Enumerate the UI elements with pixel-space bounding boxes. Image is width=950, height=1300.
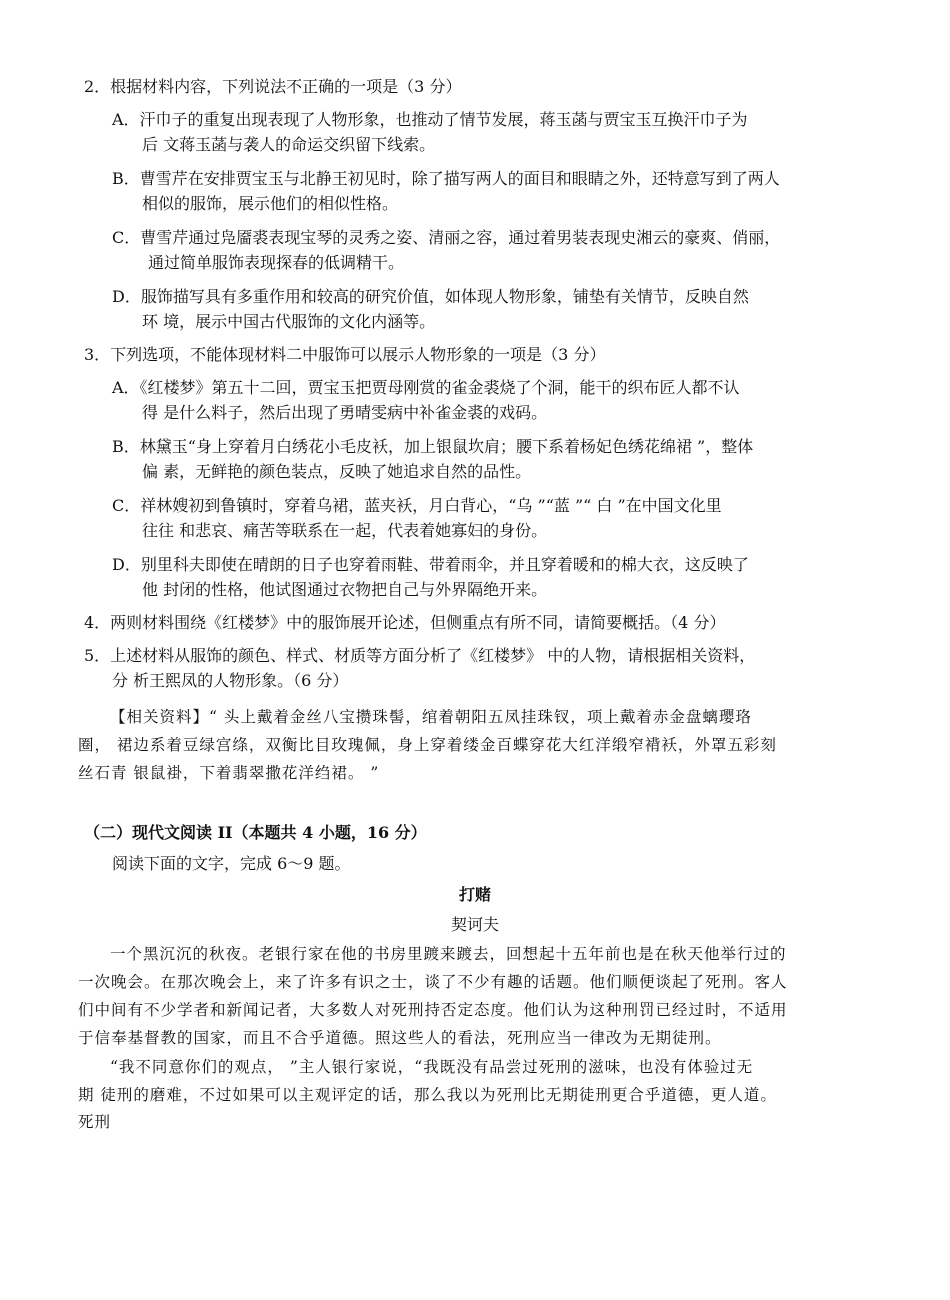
question-2-option-b-cont: 相似的服饰，展示他们的相似性格。 [142,194,399,213]
question-3-option-d: D．别里科夫即使在晴朗的日子也穿着雨鞋、带着雨伞，并且穿着暖和的棉大衣，这反映了 [112,555,749,574]
story-author: 契诃夫 [450,915,499,934]
story-paragraph-1-line-4: 于信奉基督教的国家，而且不合乎道德。照这些人的看法，死刑应当一律改为无期徒刑。 [78,1029,722,1047]
question-2-stem: 2．根据材料内容，下列说法不正确的一项是（3 分） [84,77,462,96]
story-paragraph-2-line-2: 期 徒刑的磨难，不过如果可以主观评定的话，那么我以为死刑比无期徒刑更合乎道德，更人道。 [78,1086,777,1104]
story-paragraph-2-line-1: “我不同意你们的观点， ”主人银行家说，“我既没有品尝过死刑的滋味，也没有体验过无 [110,1058,754,1076]
question-3-option-c: C．祥林嫂初到鲁镇时，穿着乌裙，蓝夹袄，月白背心，“乌 ”“蓝 ”“ 白 ”在中国文化里 [112,496,722,515]
question-3-option-a: A．《红楼梦》第五十二回，贾宝玉把贾母刚赏的雀金裘烧了个洞，能干的织布匠人都不认 [112,378,740,397]
question-2-option-d-cont: 环 境，展示中国古代服饰的文化内涵等。 [142,312,436,331]
question-2-option-b: B．曹雪芹在安排贾宝玉与北静王初见时，除了描写两人的面目和眼睛之外，还特意写到了两人 [112,169,780,188]
question-3-option-b-cont: 偏 素，无鲜艳的颜色装点，反映了她追求自然的品性。 [142,462,532,481]
section-heading: （二）现代文阅读 II（本题共 4 小题，16 分） [84,823,427,842]
question-4-stem: 4．两则材料围绕《红楼梦》中的服饰展开论述，但侧重点有所不同，请简要概括。（4 分） [84,613,726,632]
question-2-option-a: A．汗巾子的重复出现表现了人物形象，也推动了情节发展，蒋玉菡与贾宝玉互换汗巾子为 [112,110,748,129]
question-3-option-d-cont: 他 封闭的性格，他试图通过衣物把自己与外界隔绝开来。 [142,580,548,599]
story-paragraph-1-line-1: 一个黑沉沉的秋夜。老银行家在他的书房里踱来踱去，回想起十五年前也是在秋天他举行过的 [110,945,787,963]
story-paragraph-1-line-3: 们中间有不少学者和新闻记者，大多数人对死刑持否定态度。他们认为这种刑罚已经过时，不适用 [78,1001,788,1019]
question-3-option-c-cont: 往往 和悲哀、痛苦等联系在一起，代表着她寡妇的身份。 [142,521,548,540]
question-2-option-a-cont: 后 文蒋玉菡与袭人的命运交织留下线索。 [142,135,436,154]
question-3-option-b: B．林黛玉“身上穿着月白绣花小毛皮袄，加上银鼠坎肩；腰下系着杨妃色绣花绵裙 ”，整体 [112,437,754,456]
question-3-stem: 3．下列选项，不能体现材料二中服饰可以展示人物形象的一项是（3 分） [84,345,606,364]
story-paragraph-2-line-3: 死刑 [78,1113,112,1131]
section-instruction: 阅读下面的文字，完成 6～9 题。 [112,854,351,873]
reference-material-line-1: 【相关资料】“ 头上戴着金丝八宝攒珠髻，绾着朝阳五凤挂珠钗，项上戴着赤金盘螭璎珞 [110,708,752,726]
question-3-option-a-cont: 得 是什么料子，然后出现了勇晴雯病中补雀金裘的戏码。 [142,403,548,422]
question-2-option-c-cont: 通过简单服饰表现探春的低调精干。 [148,253,405,272]
question-2-option-d: D．服饰描写具有多重作用和较高的研究价值，如体现人物形象，铺垫有关情节，反映自然 [112,287,749,306]
question-5-stem: 5．上述材料从服饰的颜色、样式、材质等方面分析了《红楼梦》 中的人物，请根据相关资料， [84,646,756,665]
story-paragraph-1-line-2: 一次晚会。在那次晚会上，来了许多有识之士，谈了不少有趣的话题。他们顺便谈起了死刑。客人 [78,973,788,991]
question-2-option-c: C．曹雪芹通过凫靥裘表现宝琴的灵秀之姿、清丽之容，通过着男装表现史湘云的豪爽、俏丽， [112,228,781,247]
story-title: 打赌 [458,885,491,904]
question-5-stem-cont: 分 析王熙凤的人物形象。（6 分） [112,671,349,690]
reference-material-line-3: 丝石青 银鼠褂，下着翡翠撒花洋绉裙。 ” [78,764,380,782]
reference-material-line-2: 圈， 裙边系着豆绿宫绦，双衡比目玫瑰佩，身上穿着缕金百蝶穿花大红洋缎窄褙袄，外罩五彩刻 [78,736,777,754]
